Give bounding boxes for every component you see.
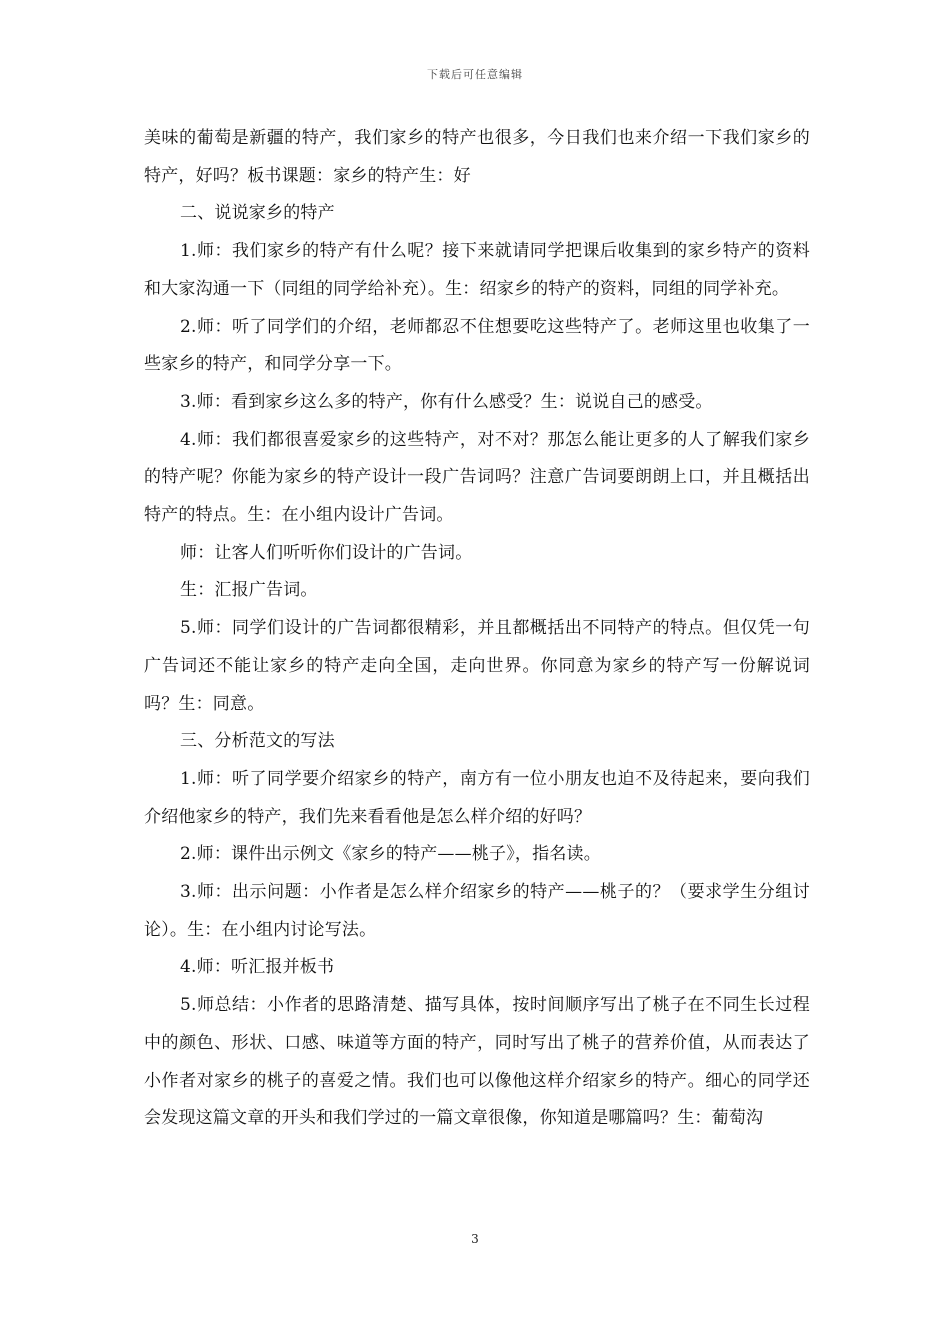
paragraph: 5.师：同学们设计的广告词都很精彩，并且都概括出不同特产的特点。但仅凭一句广告词还不能让家乡的特产走向全国，走向世界。你同意为家乡的特产写一份解说词吗？生：同意。 — [144, 618, 810, 714]
paragraph: 1.师：听了同学要介绍家乡的特产，南方有一位小朋友也迫不及待起来，要向我们介绍他家乡的特产，我们先来看看他是怎么样介绍的好吗？ — [144, 768, 810, 827]
page-header: 下载后可任意编辑 — [427, 68, 523, 81]
paragraph: 4.师：我们都很喜爱家乡的这些特产，对不对？那怎么能让更多的人了解我们家乡的特产呢？你能为家乡的特产设计一段广告词吗？注意广告词要朗朗上口，并且概括出特产的特点。生：在小组内设计广告词。 — [144, 429, 810, 526]
paragraph: 3.师：看到家乡这么多的特产，你有什么感受？生：说说自己的感受。 — [180, 391, 713, 412]
paragraph: 美味的葡萄是新疆的特产，我们家乡的特产也很多，今日我们也来介绍一下我们家乡的特产，好吗？板书课题：家乡的特产生：好 — [144, 128, 810, 186]
section-heading: 三、分析范文的写法 — [180, 731, 335, 752]
paragraph: 师：让客人们听听你们设计的广告词。 — [180, 542, 473, 563]
paragraph: 4.师：听汇报并板书 — [180, 957, 335, 978]
paragraph: 生：汇报广告词。 — [180, 580, 318, 601]
section-heading: 二、说说家乡的特产 — [180, 203, 335, 224]
page-number: 3 — [471, 1232, 479, 1246]
paragraph: 1.师：我们家乡的特产有什么呢？接下来就请同学把课后收集到的家乡特产的资料和大家沟通一下（同组的同学给补充）。生：绍家乡的特产的资料，同组的同学补充。 — [144, 241, 810, 299]
paragraph: 5.师总结：小作者的思路清楚、描写具体，按时间顺序写出了桃子在不同生长过程中的颜色、形状、口感、味道等方面的特产，同时写出了桃子的营养价值，从而表达了小作者对家乡的桃子的喜爱之情。我们也可以像他这样介绍家乡的特产。细心的同学还会发现这篇文章的开头和我们学过的一篇文章很像，你知道是哪篇吗？生：葡萄沟 — [144, 995, 810, 1129]
paragraph: 2.师：课件出示例文《家乡的特产——桃子》，指名读。 — [180, 844, 601, 865]
document-body — [144, 120, 810, 1138]
paragraph: 2.师：听了同学们的介绍，老师都忍不住想要吃这些特产了。老师这里也收集了一些家乡的特产，和同学分享一下。 — [144, 316, 810, 375]
paragraph: 3.师：出示问题：小作者是怎么样介绍家乡的特产——桃子的？（要求学生分组讨论）。生：在小组内讨论写法。 — [144, 882, 810, 940]
